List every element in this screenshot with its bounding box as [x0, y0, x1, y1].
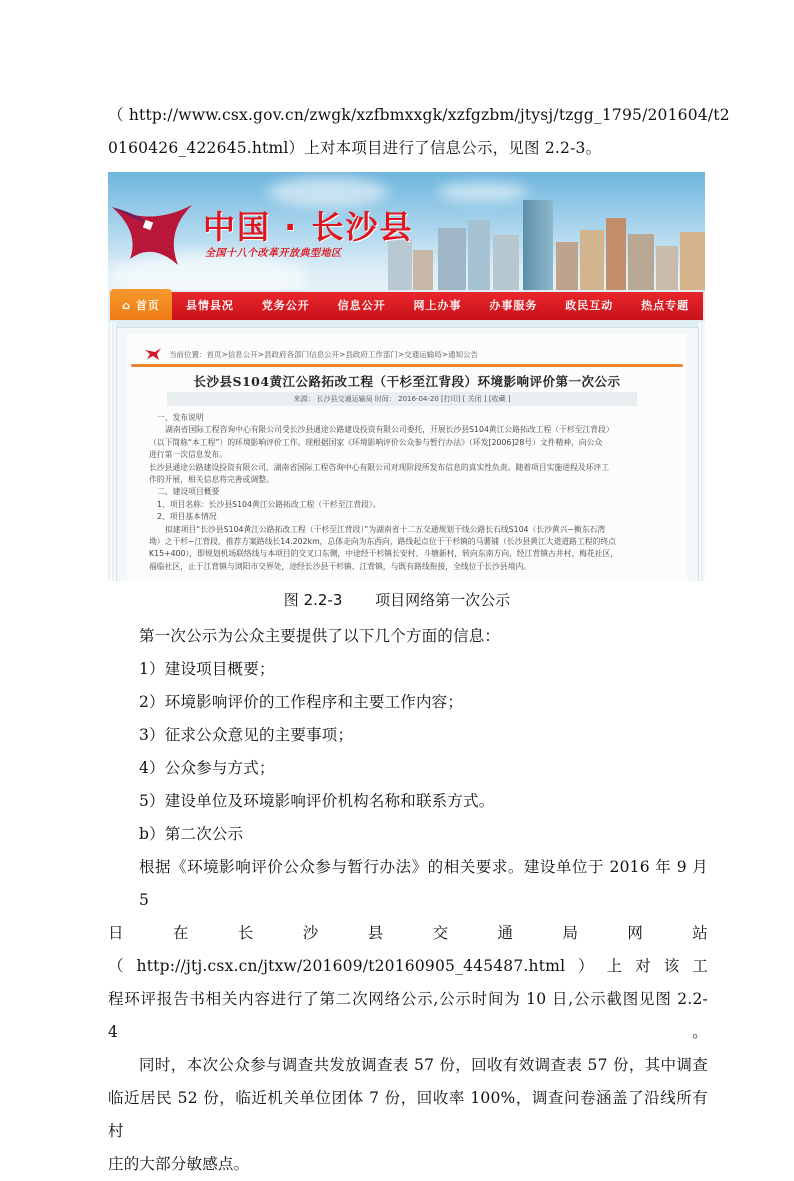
list-item: 2）环境影响评价的工作程序和主要工作内容；	[139, 693, 464, 711]
site-logo-icon	[110, 197, 200, 267]
figure-website-screenshot	[108, 172, 705, 581]
nav-item-info-disclosure[interactable]: 信息公开	[337, 299, 386, 312]
breadcrumb-item[interactable]: 通知公告	[447, 349, 478, 359]
breadcrumb-item[interactable]: 县政府工作部门	[345, 349, 398, 359]
nav-item-online-services[interactable]: 网上办事	[413, 299, 462, 312]
paragraph-line: 根据《环境影响评价公众参与暂行办法》的相关要求。建设单位于 2016 年 9 月 5	[139, 858, 708, 909]
divider	[131, 364, 683, 367]
intro-line-2: 0160426_422645.html）上对本项目进行了信息公示，见图 2.2-3。	[108, 139, 602, 157]
subheading: b）第二次公示	[139, 825, 244, 843]
site-banner-slogan: 全国十八个改革开放典型地区	[205, 248, 342, 259]
article-meta: 来源： 长沙县交通运输局 时间： 2016-04-20 [打印] [ 关闭 ] [收藏 ]	[167, 392, 637, 406]
list-item: 3）征求公众意见的主要事项；	[139, 726, 354, 744]
article-title: 长沙县S104黄江公路拓改工程（干杉至江背段）环境影响评价第一次公示	[193, 374, 621, 389]
figure-caption	[0, 589, 794, 610]
paragraph-line: 日在长沙县交通局网站（http://jtj.csx.cn/jtxw/201609/t20160905_445487.html）上对该工	[108, 924, 708, 975]
red-star-icon	[145, 348, 161, 360]
intro-paragraph	[108, 99, 730, 165]
nav-item-service-guide[interactable]: 办事服务	[489, 299, 538, 312]
list-item: 5）建设单位及环境影响评价机构名称和联系方式。	[139, 792, 495, 810]
nav-item-party-affairs[interactable]: 党务公开	[261, 299, 310, 312]
article-body: 一、发布说明 湖南省国际工程咨询中心有限公司受长沙县通途公路建设投资有限公司委托，开展长沙县S104黄江公路拓改工程（干杉至江背段） （以下简称“本工程”）的环境影响评价工作。现根据国家《环境影响评价公众参与暂行办法》（环发[2006]28号）文件精神，向公众 进行第一次信息发布。 长沙县通途公路建设投资有限公司、湖南省国际工程咨询中心有限公司对现阶段所发布信息的真实性负责。随着项目实施进程及环评工 作的开展，相关信息将完善或调整。 二、建设项目概要 1、项目名称：长沙县S104黄江公路拓改工程（干杉至江背段）。 2、项目基本情况 拟建项目“长沙县S104黄江公路拓改工程（干杉至江背段）”为湖南省十二五交通规划干线公路长石线S104（长沙黄兴~衡东石湾 坳）之干杉~江背段，推荐方案路线长14.202km，总体走向为东西向，路线起点位于干杉镇的马薯铺（长沙县黄江大道道路工程的终点 K15+400），即规划机场联络线与本项目的交叉口东侧，中途经干杉镇长安村、斗塘新村，转向东南方向，经江背镇古井村、梅花社区， 福临社区，止于江背镇与浏阳市交界处，途经长沙县干杉镇、江背镇，与既有路线衔接，全线位于长沙县境内。	[149, 413, 619, 571]
figure-title: 项目网络第一次公示	[375, 591, 511, 609]
nav-item-hot-topics[interactable]: 热点专题	[641, 299, 690, 312]
paragraph-line: 程环评报告书相关内容进行了第二次网络公示,公示时间为 10 日,公示截图见图 2.2-4。	[108, 990, 708, 1041]
list-item: 1）建设项目概要；	[139, 660, 275, 678]
site-banner	[108, 172, 705, 290]
intro-line-1: （ http://www.csx.gov.cn/zwgk/xzfbmxxgk/xzfgzbm/jtysj/tzgg_1795/201604/t2	[108, 106, 730, 124]
body-text	[108, 620, 708, 1181]
nav-item-county-info[interactable]: 县情县况	[185, 299, 234, 312]
site-banner-title: 中国 · 长沙县	[203, 208, 414, 246]
nav-item-home[interactable]: ⌂ 首页	[110, 289, 172, 320]
article-frame	[116, 327, 699, 581]
paragraph-line: 临近居民 52 份，临近机关单位团体 7 份，回收率 100%，调查问卷涵盖了沿线所有村	[108, 1089, 708, 1140]
breadcrumb: 当前位置： 首页 > 信息公开 > 县政府各部门信息公开 > 县政府工作部门 > 交通运输局 > 通知公告	[145, 348, 478, 360]
paragraph-line: 庄的大部分敏感点。	[108, 1155, 250, 1173]
home-icon: ⌂	[122, 299, 132, 312]
site-nav-bar	[110, 292, 703, 320]
list-item: 4）公众参与方式；	[139, 759, 275, 777]
paragraph-line: 同时，本次公众参与调查共发放调查表 57 份，回收有效调查表 57 份，其中调查	[139, 1056, 708, 1074]
breadcrumb-item[interactable]: 交通运输局	[404, 349, 442, 359]
breadcrumb-item[interactable]: 首页	[206, 349, 222, 359]
figure-number: 图 2.2-3	[283, 591, 343, 609]
breadcrumb-item[interactable]: 信息公开	[227, 349, 258, 359]
nav-item-interaction[interactable]: 政民互动	[565, 299, 614, 312]
paragraph: 第一次公示为公众主要提供了以下几个方面的信息：	[139, 627, 501, 645]
breadcrumb-item[interactable]: 县政府各部门信息公开	[264, 349, 340, 359]
